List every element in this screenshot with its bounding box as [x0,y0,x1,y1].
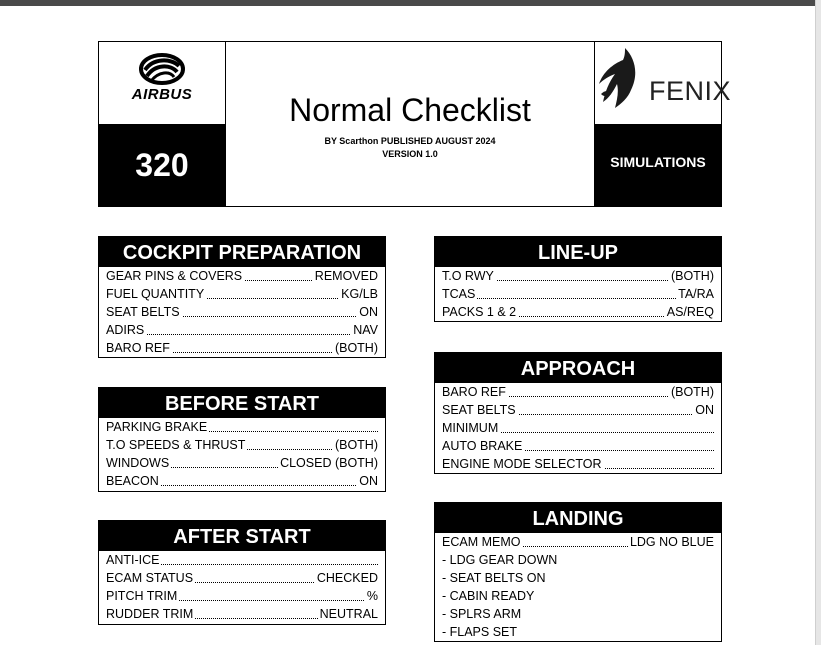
checklist-row: PARKING BRAKE [99,418,385,436]
section-title: COCKPIT PREPARATION [99,237,385,267]
fenix-phoenix-icon [595,46,645,118]
checklist-row: - CABIN READY [442,589,535,603]
section-approach [434,352,722,474]
checklist-row: ANTI-ICE [99,551,385,569]
model-box [99,124,225,206]
checklist-row: GEAR PINS & COVERS REMOVED [106,269,378,283]
checklist-row: SEAT BELTS ON [442,403,714,417]
section-cockpit-preparation [98,236,386,358]
checklist-row: RUDDER TRIM NEUTRAL [106,607,378,621]
checklist-row: TCAS TA/RA [442,287,714,301]
airbus-logo [99,42,225,124]
checklist-row: T.O SPEEDS & THRUST (BOTH) [106,438,378,452]
header-right-panel [594,42,732,206]
checklist-row: PITCH TRIM % [106,589,378,603]
checklist-row: ADIRS NAV [106,323,378,337]
checklist-row: - LDG GEAR DOWN [442,553,558,567]
section-title: BEFORE START [99,388,385,418]
version-label: VERSION 1.0 [382,149,438,159]
checklist-row: - FLAPS SET [442,625,518,639]
checklist-row: ECAM STATUS CHECKED [106,571,378,585]
checklist-row: BARO REF (BOTH) [106,341,378,355]
checklist-row: - SPLRS ARM [442,607,522,621]
checklist-row: BEACON ON [106,474,378,488]
page-title: Normal Checklist [289,92,531,128]
checklist-header [98,41,732,207]
checklist-row: SEAT BELTS ON [106,305,378,319]
checklist-row: ENGINE MODE SELECTOR [435,455,721,473]
fenix-logo [595,42,732,124]
section-title: LINE-UP [435,237,721,267]
section-title: LANDING [435,503,721,533]
section-title: AFTER START [99,521,385,551]
section-title: APPROACH [435,353,721,383]
checklist-row: MINIMUM [435,419,721,437]
simulations-label: SIMULATIONS [610,154,706,170]
checklist-row: - SEAT BELTS ON [442,571,546,585]
checklist-row: PACKS 1 & 2 AS/REQ [442,305,714,319]
header-left-panel [99,42,226,206]
section-line-up [434,236,722,322]
window-top-bar [0,0,821,6]
airbus-logo-icon [137,52,187,86]
checklist-row: ECAM MEMO LDG NO BLUE [442,535,714,549]
section-before-start [98,387,386,492]
airbus-wordmark: AIRBUS [131,86,193,103]
section-landing [434,502,722,642]
checklist-row: FUEL QUANTITY KG/LB [106,287,378,301]
checklist-row: AUTO BRAKE [435,437,721,455]
checklist-row: WINDOWS CLOSED (BOTH) [106,456,378,470]
simulations-box [595,124,721,206]
fenix-wordmark: FENIX [649,76,732,106]
checklist-row: BARO REF (BOTH) [442,385,714,399]
aircraft-model: 320 [135,147,189,183]
section-after-start [98,520,386,625]
byline: BY Scarthon PUBLISHED AUGUST 2024 [324,136,496,146]
checklist-row: T.O RWY (BOTH) [442,269,714,283]
scrollbar-track[interactable] [815,0,821,645]
